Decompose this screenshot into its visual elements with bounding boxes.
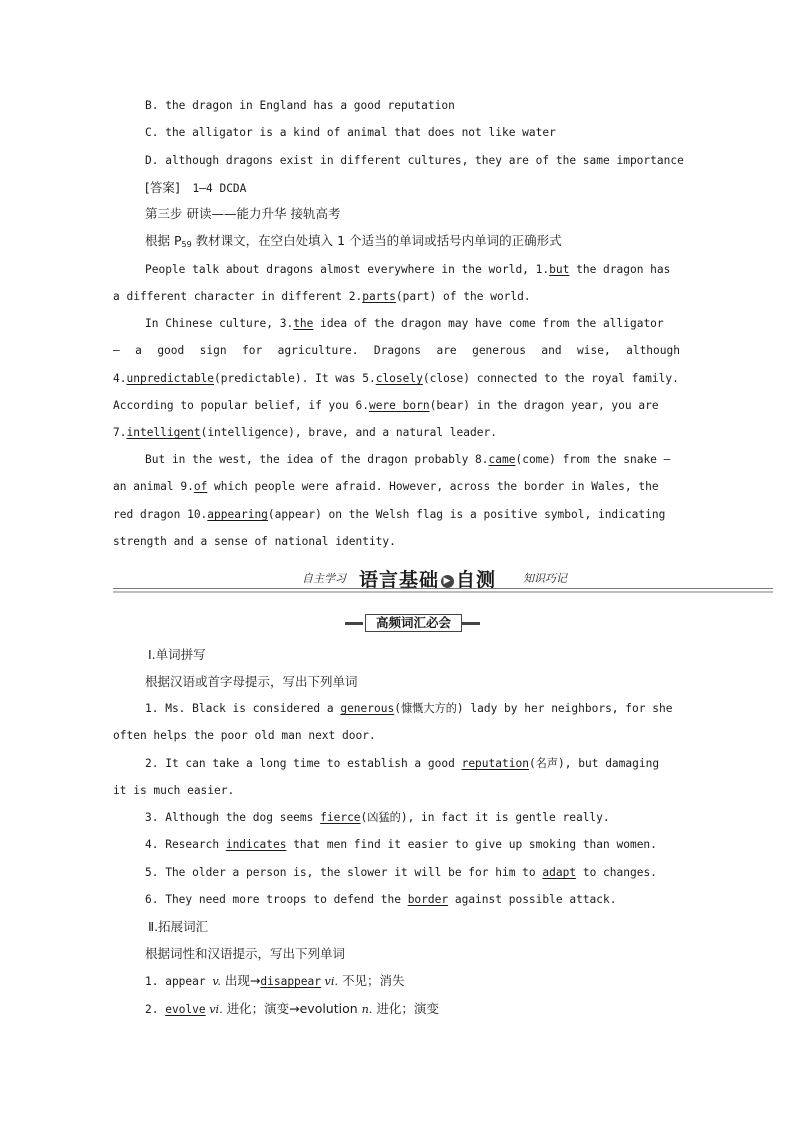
passage-line-4 [113, 344, 680, 358]
passage-line-7: 7.intelligent(intelligence), brave, and a natural leader. [113, 426, 497, 439]
passage-word: for [242, 344, 263, 357]
passage-line-3: In Chinese culture, 3.the idea of the dragon may have come from the alligator [145, 317, 664, 330]
s1-q2-answer: reputation [461, 757, 529, 770]
blank-6: were born [368, 399, 430, 412]
step3-heading: 第三步 研读——能力升华 接轨高考 [145, 206, 341, 221]
passage-word: and [541, 344, 562, 357]
s1-q1-answer: generous [340, 702, 395, 715]
sub-banner-bar-right [462, 622, 480, 625]
passage-word: a [135, 344, 142, 357]
sub-banner-title: 高频词汇必会 [365, 614, 462, 632]
passage-line-2: a different character in different 2.parts(part) of the world. [113, 290, 531, 303]
s1-q4: 4. Research indicates that men find it easier to give up smoking than women. [145, 838, 657, 851]
answer-value: 1—4 DCDA [192, 182, 247, 195]
blank-4: unpredictable [126, 372, 215, 385]
blank-3: the [293, 317, 314, 330]
passage-line-1: People talk about dragons almost everywhere in the world, 1.but the dragon has [145, 263, 671, 276]
banner-right-label: 知识巧记 [523, 572, 567, 585]
s2-e2-answer: evolve [165, 1003, 206, 1016]
passage-word: are [436, 344, 457, 357]
section-banner [113, 565, 773, 595]
section2-instruction: 根据词性和汉语提示，写出下列单词 [145, 946, 346, 961]
s2-e2: 2. evolve vi. 进化；演变→evolution n. 进化；演变 [145, 1001, 439, 1016]
passage-word: good [157, 344, 185, 357]
s1-q1-line1: 1. Ms. Black is considered a generous(慷慨大方的) lady by her neighbors, for she [145, 702, 673, 715]
answer-label: [答案] [145, 180, 180, 195]
section2-title: Ⅱ.拓展词汇 [148, 919, 209, 934]
blank-10: appearing [207, 508, 268, 521]
s1-q5-answer: adapt [542, 866, 577, 879]
s1-q1-line2: often helps the poor old man next door. [113, 729, 376, 742]
passage-word: — [113, 344, 120, 357]
blank-9: of [193, 480, 208, 493]
blank-5: closely [375, 372, 423, 385]
s1-q3-answer: fierce [320, 811, 361, 824]
s1-q6-answer: border [407, 893, 449, 906]
arrow-circle-icon: ▶ [441, 575, 454, 588]
passage-word: Dragons [373, 344, 422, 357]
blank-8: came [488, 453, 516, 466]
passage-line-5: 4.unpredictable(predictable). It was 5.closely(close) connected to the royal family. [113, 372, 679, 385]
passage-word: although [626, 344, 680, 357]
passage-line-6: According to popular belief, if you 6.were born(bear) in the dragon year, you are [113, 399, 659, 412]
banner-left-label: 自主学习 [302, 572, 346, 585]
s1-q2-line1: 2. It can take a long time to establish a good reputation(名声), but damaging [145, 757, 660, 770]
section1-instruction: 根据汉语或首字母提示，写出下列单词 [145, 674, 358, 689]
step3-instruction: 根据 $P_{59}$ 教材课文，在空白处填入 1 个适当的单词或括号内单词的正确形式 [145, 233, 562, 249]
s1-q6: 6. They need more troops to defend the border against possible attack. [145, 893, 617, 906]
passage-line-9: an animal 9.of which people were afraid. However, across the border in Wales, the [113, 480, 659, 493]
blank-1: but [549, 263, 570, 276]
s1-q4-answer: indicates [225, 838, 287, 851]
banner-title: 语言基础 ▶ 自测 [359, 569, 497, 591]
banner-rule-thick [113, 591, 773, 593]
sub-banner-bar-left [345, 622, 363, 625]
passage-word: sign [199, 344, 227, 357]
sub-banner [345, 614, 480, 632]
s2-e1-answer: disappear [260, 975, 321, 988]
s2-e1: 1. appear v. 出现→disappear vi. 不见；消失 [145, 973, 405, 988]
s1-q5: 5. The older a person is, the slower it will be for him to adapt to changes. [145, 866, 657, 879]
passage-word: agriculture. [277, 344, 359, 357]
s1-q3: 3. Although the dog seems fierce(凶猛的), in fact it is gentle really. [145, 811, 610, 824]
passage-line-8: But in the west, the idea of the dragon probably 8.came(come) from the snake — [145, 453, 671, 466]
option-c: C. the alligator is a kind of animal that does not like water [145, 126, 556, 139]
passage-line-11: strength and a sense of national identity. [113, 535, 396, 548]
blank-7: intelligent [126, 426, 201, 439]
option-b: B. the dragon in England has a good reputation [145, 99, 455, 112]
banner-rule [113, 588, 773, 589]
passage-word: generous [472, 344, 526, 357]
blank-2: parts [362, 290, 396, 303]
s1-q2-line2: it is much easier. [113, 784, 235, 797]
option-d: D. although dragons exist in different cultures, they are of the same importance [145, 154, 684, 167]
answer-line [145, 181, 246, 196]
passage-word: wise, [577, 344, 611, 357]
section1-title: Ⅰ.单词拼写 [148, 647, 206, 662]
passage-line-10: red dragon 10.appearing(appear) on the Welsh flag is a positive symbol, indicating [113, 508, 666, 521]
